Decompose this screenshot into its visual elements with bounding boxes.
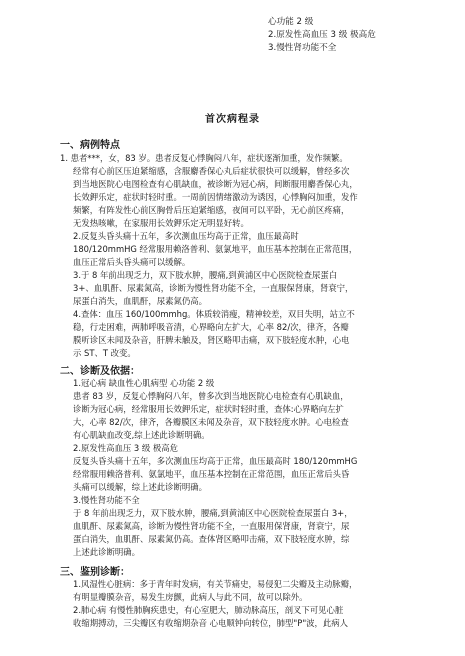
text-line: 1.风湿性心脏病：多于青年时发病，有关节痛史，易侵犯二尖瓣及主动脉瓣， [73,579,358,589]
text-line: 患者 83 岁，反复心悸胸闷八年，曾多次到当地医院心电检查有心肌缺血， [73,391,349,401]
summary-line: 2.原发性高血压 3 级 极高危 [268,30,376,40]
text-line: 2.原发性高血压 3 级 极高危 [73,443,179,453]
summary-line: 3.慢性肾功能不全 [268,43,337,53]
text-line: 膜听诊区未闻及杂音，肝脾未触及，肾区略叩击痛，双下肢轻度水肿，心电 [73,335,350,345]
text-line: 4.查体：血压 160/100mmhg。体质较消瘦，精神较差，双目失明，站立不 [73,309,355,319]
text-line: 头痛可以缓解，综上述此诊断明确。 [73,482,207,492]
text-line: 于 8 年前出现乏力，双下肢水肿，腰痛,到黄浦区中心医院检查尿蛋白 3+， [73,508,353,518]
text-line: 上述此诊断明确。 [73,547,140,557]
text-line: 尿蛋白消失，血肌酐，尿素氮仍高。 [73,296,207,306]
section-differential [60,578,415,630]
text-line: 经常有心前区压迫紧缩感，含服麝香保心丸后症状很快可以缓解，曾经多次 [73,166,350,176]
section-diagnosis [60,377,415,559]
text-line: 无发热咳嗽，在家服用长效鉀乐定无明显好转。 [73,218,249,228]
text-line: 有心肌缺血改变,综上述此诊断明确。 [73,430,210,440]
text-line: 1.冠心病 缺血性心肌病型 心功能 2 级 [73,378,215,388]
text-line: 长效鉀乐定，症状时轻时重。一周前因情绪激动为诱因，心悸胸闷加重，发作 [73,192,358,202]
text-line: 收缩期搏动，三尖瓣区有收缩期杂音 心电顺钟向转位，肺型"P"波，此病人 [73,618,349,628]
text-line: 经常服用赖洛普利、氨氯地平，血压基本控制在正常范围，血压正常后头昏 [73,469,350,479]
section-heading-differential: 三、鉴别诊断： [60,567,130,578]
text-line: 到当地医院心电图检查有心肌缺血，被诊断为冠心病，间断服用麝香保心丸， [73,179,358,189]
text-line: 反复头昏头痛十五年，多次测血压均高于正常，血压最高时 180/120mmHG [73,456,358,466]
text-line: 血压正常后头昏头痛可以缓解。 [73,257,191,267]
section-heading-case-features: 一、病例特点 [60,140,120,151]
text-line: 蛋白消失，血肌酐、尿素氮仍高。查体肾区略叩击痛，双下肢轻度水肿，综 [73,534,350,544]
document-title: 首次病程录 [205,114,260,125]
summary-line: 心功能 2 级 [268,17,314,27]
text-line: 频繁，有阵发性心前区胸骨后压迫紧缩感，夜间可以平卧，无心前区疼痛， [73,205,350,215]
text-line: 180/120mmHG 经常服用赖洛普利、氨氯地平，血压基本控制在正常范围， [73,244,358,254]
text-line: 3.于 8 年前出现乏力，双下肢水肿，腰痛,到黄浦区中心医院检查尿蛋白 [73,270,338,280]
text-line: 稳，行走困难，两肺呼吸音清，心界略向左扩大，心率 82/次，律齐，各瓣 [73,322,349,332]
diagnosis-summary [268,16,376,55]
text-line: 大，心率 82/次，律齐，各瓣膜区未闻及杂音，双下肢轻度水肿。心电检查 [73,417,349,427]
section-case-features [60,152,415,360]
text-line: 有明显瓣膜杂音，易发生房颤，此病人与此不同，故可以除外。 [73,592,308,602]
text-line: 3.慢性肾功能不全 [73,495,140,505]
text-line: 血肌酐、尿素氮高，诊断为慢性肾功能不全，一直服用保肾康，肾衰宁，尿 [73,521,350,531]
text-line: 3+、血肌酐、尿素氮高，诊断为慢性肾功能不全，一直服保肾康，肾衰宁， [73,283,354,293]
text-line: 示 ST、T 改变。 [73,348,136,358]
text-line: 2.肺心病 有慢性肺胸疾患史，有心室肥大，肺动脉高压，剖叉下可见心脏 [73,605,344,615]
text-line: 诊断为冠心病，经常服用长效鉀乐定，症状时轻时重，查体:心界略向左扩 [73,404,344,414]
text-line: 1. 患者***，女，83 岁。患者反复心悸胸闷八年，症状逐渐加重，发作频繁。 [60,153,348,163]
section-heading-diagnosis: 二、诊断及依据： [60,366,140,377]
text-line: 2.反复头昏头痛十五年，多次测血压均高于正常，血压最高时 [73,231,299,241]
